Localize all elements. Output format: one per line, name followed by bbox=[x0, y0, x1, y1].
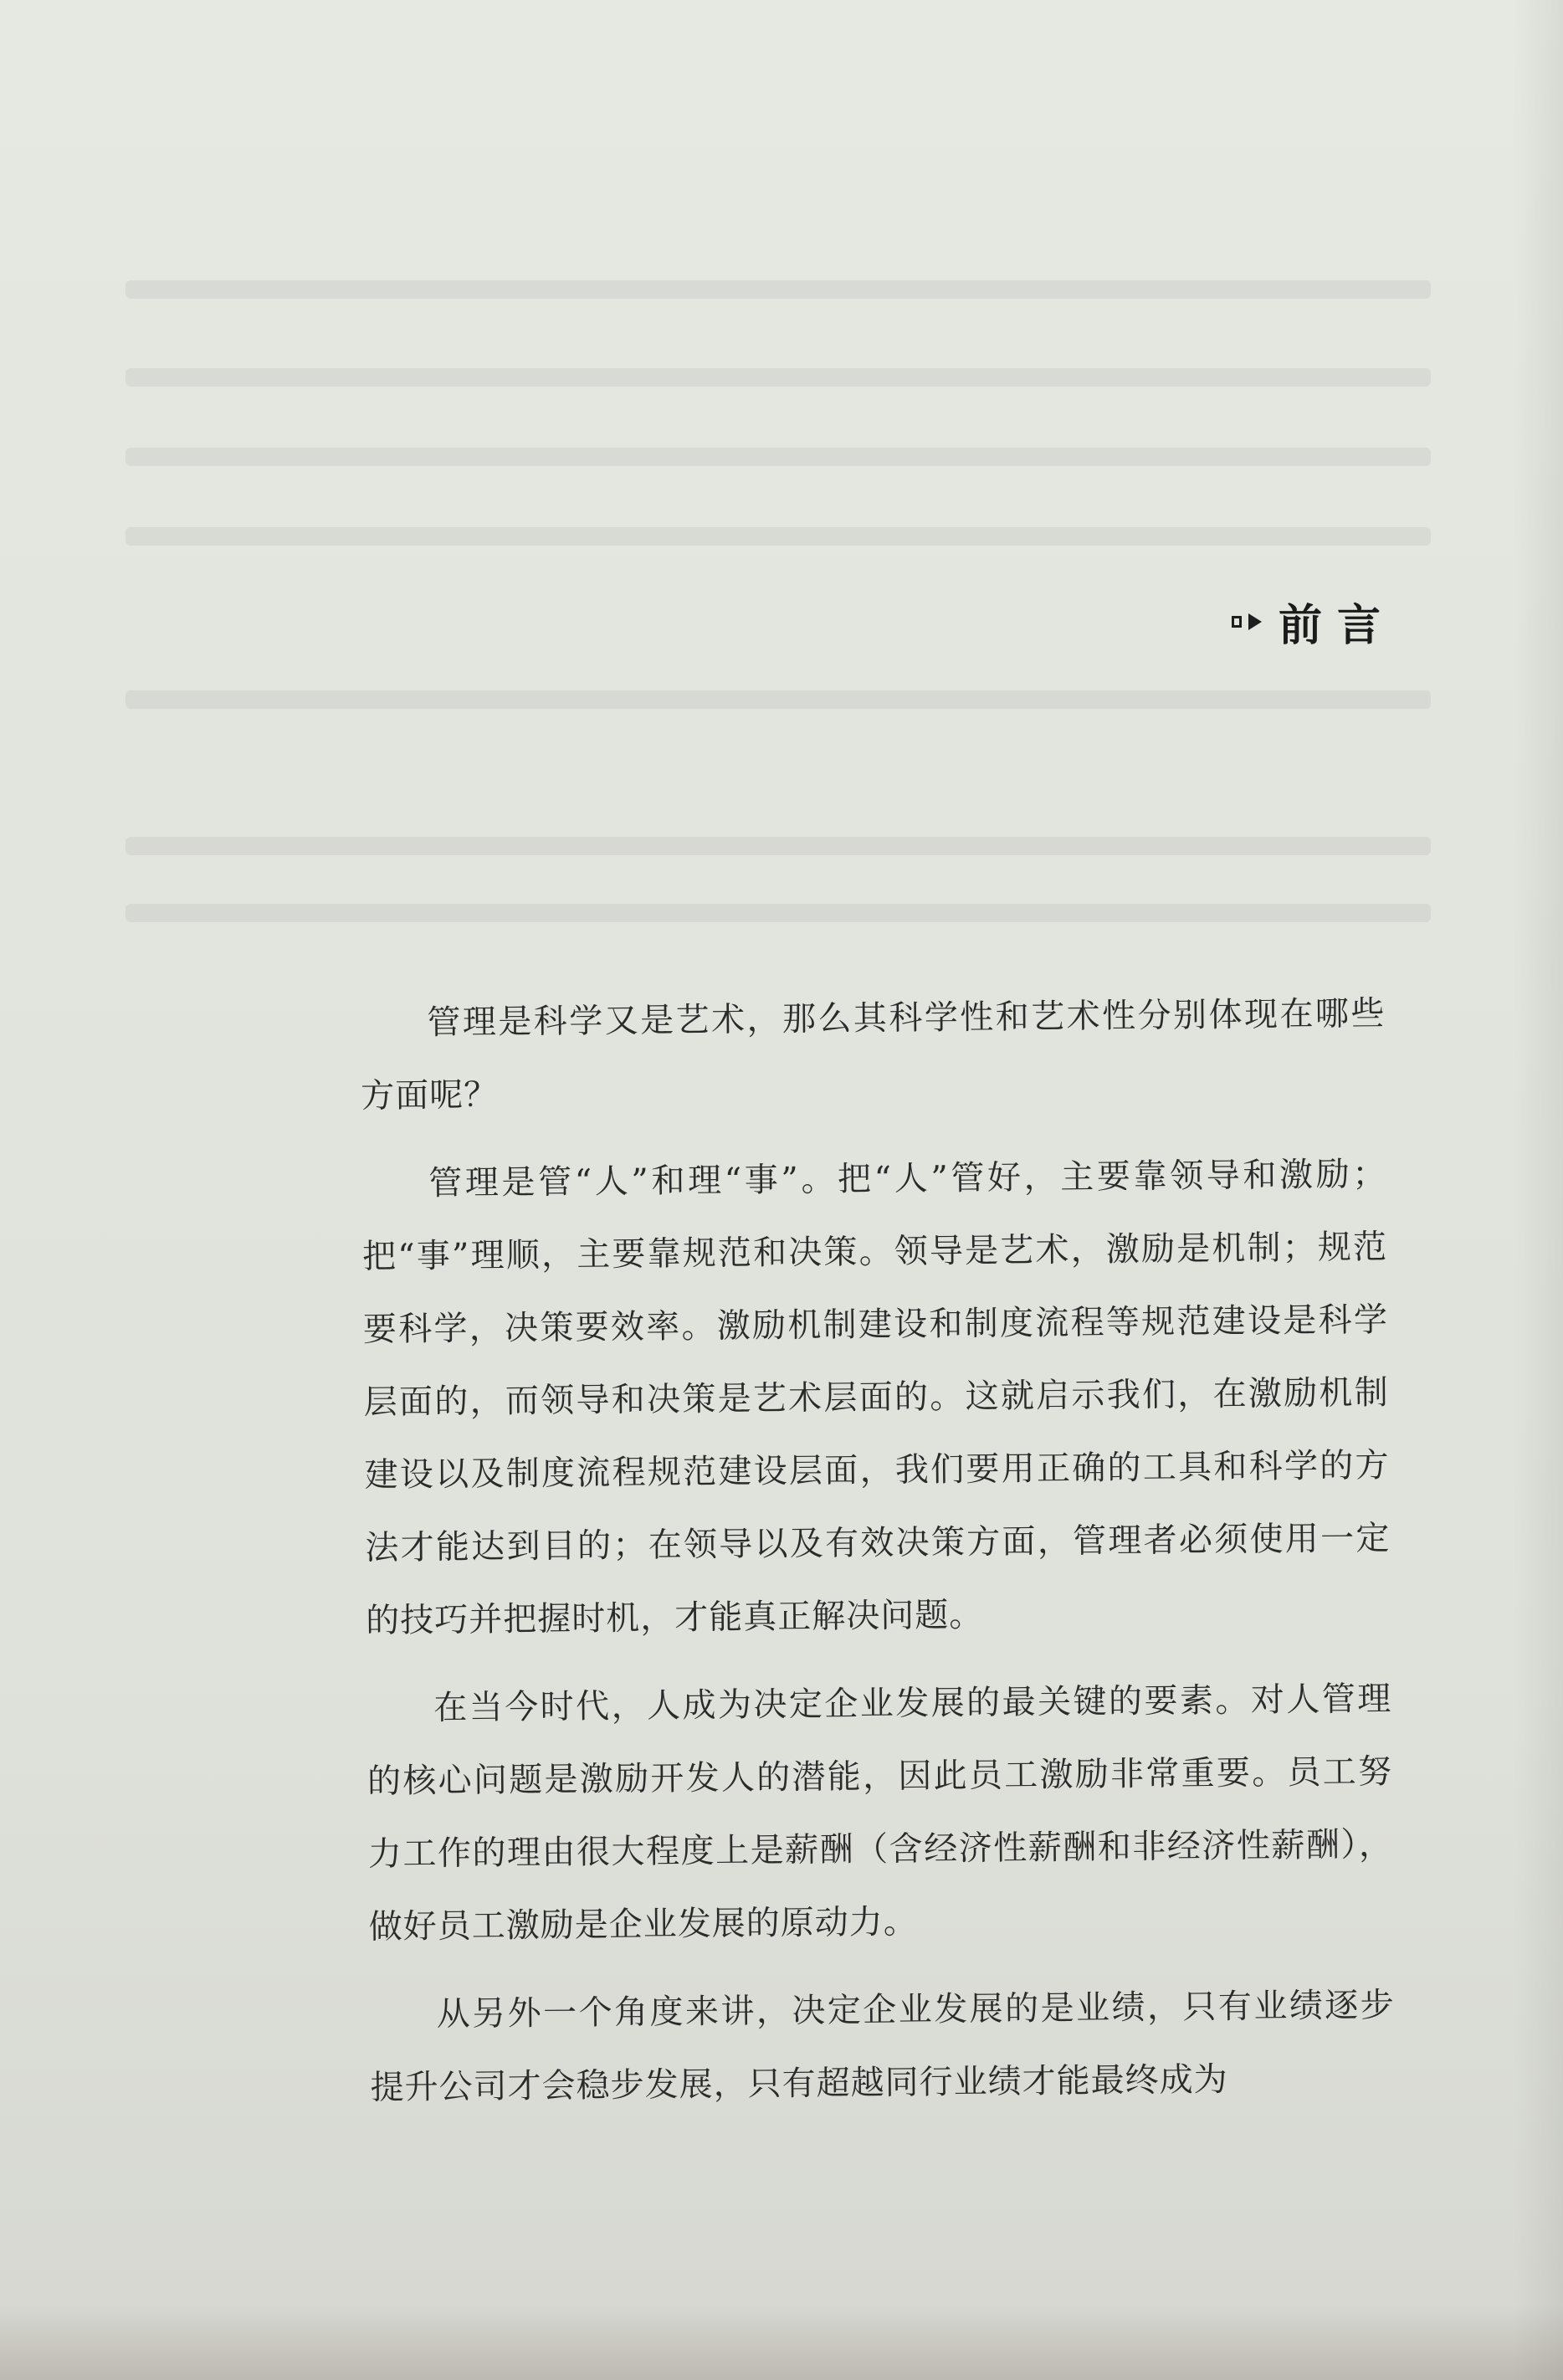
page-bottom-shadow bbox=[0, 2305, 1563, 2380]
heading-title: 前言 bbox=[1278, 600, 1396, 651]
bleed-through-line bbox=[126, 904, 1431, 922]
bleed-through-line bbox=[126, 280, 1431, 299]
bleed-through-line bbox=[126, 690, 1431, 709]
bleed-through-line bbox=[126, 368, 1431, 387]
paragraph-3: 在当今时代，人成为决定企业发展的最关键的要素。对人管理的核心问题是激励开发人的潜能，因此员工激励非常重要。员工努力工作的理由很大程度上是薪酬（含经济性薪酬和非经济性薪酬），做好员工激励是企业发展的原动力。 bbox=[366, 1680, 1394, 1947]
page-edge-shadow bbox=[1513, 0, 1563, 2380]
section-heading bbox=[1232, 590, 1396, 653]
bleed-through-line bbox=[126, 837, 1431, 855]
heading-marker-icon bbox=[1232, 613, 1262, 630]
body-text bbox=[360, 977, 1396, 2140]
bleed-through-line bbox=[126, 448, 1431, 466]
paragraph-1: 管理是科学又是艺术，那么其科学性和艺术性分别体现在哪些方面呢？ bbox=[361, 994, 1386, 1116]
paragraph-2: 管理是管“人”和理“事”。把“人”管好，主要靠领导和激励；把“事”理顺，主要靠规范和决策。领导是艺术，激励是机制；规范要科学，决策要效率。激励机制建设和制度流程等规范建设是科学层面的，而领导和决策是艺术层面的。这就启示我们，在激励机制建设以及制度流程规范建设层面，我们要用正确的工具和科学的方法才能达到目的；在领导以及有效决策方面，管理者必须使用一定的技巧并把握时机，才能真正解决问题。 bbox=[361, 1155, 1391, 1640]
paragraph-4: 从另外一个角度来讲，决定企业发展的是业绩，只有业绩逐步提升公司才会稳步发展，只有超越同行业绩才能最终成为 bbox=[370, 1986, 1395, 2107]
bleed-through-line bbox=[126, 527, 1431, 546]
